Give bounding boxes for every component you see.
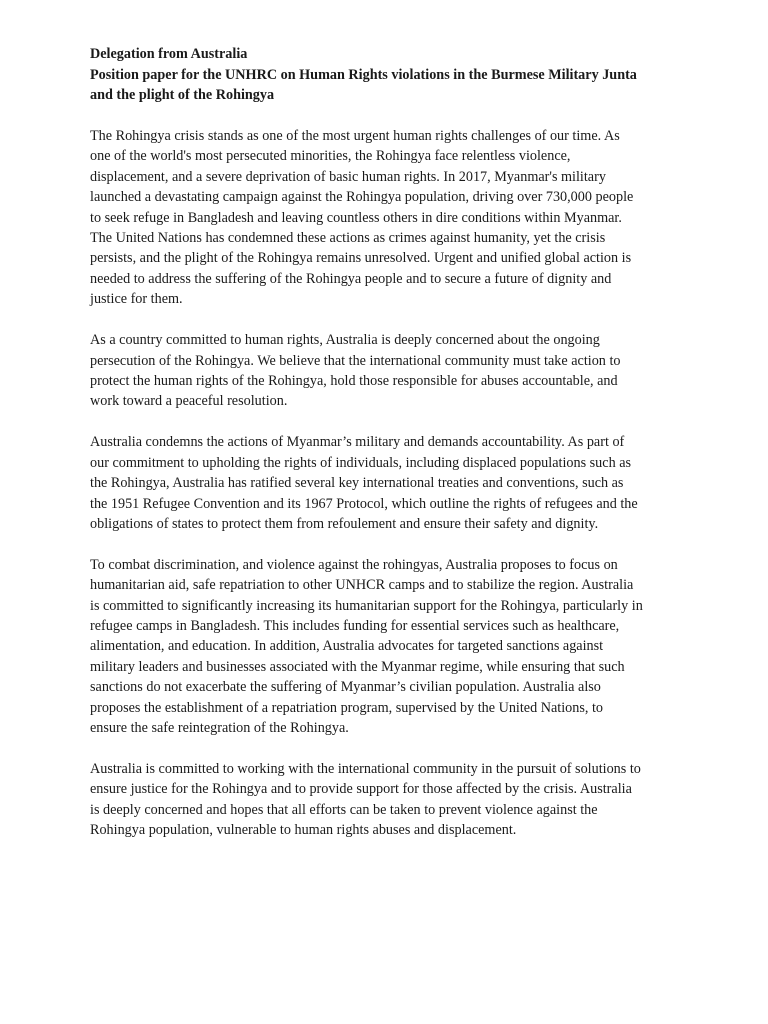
- paragraph-spacer: [90, 310, 690, 331]
- title-line: and the plight of the Rohingya: [90, 87, 275, 103]
- paragraph-line: launched a devastating campaign against the Rohingya population, driving over 730,000 people: [90, 189, 634, 206]
- paragraph-line: The United Nations has condemned these actions as crimes against humanity, yet the crisis: [90, 230, 606, 247]
- paragraph-line: is committed to significantly increasing its humanitarian support for the Rohingya, particularly in: [90, 597, 643, 614]
- paragraph-spacer: [90, 412, 690, 433]
- paragraph-line: our commitment to upholding the rights of individuals, including displaced populations such as: [90, 454, 632, 471]
- paragraph-line: persists, and the plight of the Rohingya remains unresolved. Urgent and unified global action is: [90, 250, 632, 267]
- paragraph-spacer: [90, 738, 690, 759]
- paragraph-line: displacement, and a severe deprivation of basic human rights. In 2017, Myanmar's military: [90, 168, 606, 185]
- paragraph-line: ensure the safe reintegration of the Rohingya.: [90, 720, 349, 737]
- paragraph-line: refugee camps in Bangladesh. This includes funding for essential services such as healthcare,: [90, 618, 620, 635]
- body-paragraph: [90, 330, 690, 412]
- paragraph-line: military leaders and businesses associated with the Myanmar regime, while ensuring that such: [90, 658, 625, 675]
- body-paragraph: [90, 555, 690, 739]
- title-line: Position paper for the UNHRC on Human Rights violations in the Burmese Military Junta: [90, 66, 637, 83]
- paragraph-line: needed to address the suffering of the Rohingya people and to secure a future of dignity and: [90, 270, 612, 287]
- paragraph-line: ensure justice for the Rohingya and to provide support for those affected by the crisis. Australia: [90, 781, 632, 798]
- paragraph-line: persecution of the Rohingya. We believe that the international community must take action to: [90, 352, 621, 369]
- paragraph-line: Rohingya population, vulnerable to human rights abuses and displacement.: [90, 822, 517, 839]
- paragraph-line: the 1951 Refugee Convention and its 1967 Protocol, which outline the rights of refugees and the: [90, 495, 638, 512]
- paragraph-line: is deeply concerned and hopes that all efforts can be taken to prevent violence against the: [90, 801, 598, 818]
- paragraph-line: justice for them.: [90, 291, 183, 308]
- paragraph-line: Australia condemns the actions of Myanmar’s military and demands accountability. As part of: [90, 434, 625, 451]
- body-paragraph: [90, 126, 690, 310]
- paragraph-line: the Rohingya, Australia has ratified several key international treaties and conventions, such as: [90, 475, 624, 492]
- delegation-heading: [90, 44, 690, 106]
- paragraph-line: to seek refuge in Bangladesh and leaving countless others in dire conditions within Myanmar.: [90, 209, 622, 226]
- paragraph-line: sanctions do not exacerbate the suffering of Myanmar’s civilian population. Australia also: [90, 679, 601, 696]
- paragraph-line: To combat discrimination, and violence against the rohingyas, Australia proposes to focus on: [90, 556, 618, 573]
- document-page: [90, 44, 690, 841]
- body-paragraphs: [90, 126, 690, 841]
- paragraph-spacer: [90, 534, 690, 555]
- paragraph-line: The Rohingya crisis stands as one of the most urgent human rights challenges of our time. As: [90, 128, 620, 144]
- paragraph-line: protect the human rights of the Rohingya, hold those responsible for abuses accountable, and: [90, 372, 618, 389]
- body-paragraph: [90, 759, 690, 841]
- paragraph-line: Australia is committed to working with the international community in the pursuit of solutions to: [90, 760, 641, 777]
- paragraph-line: humanitarian aid, safe repatriation to other UNHCR camps and to stabilize the region. Australia: [90, 577, 634, 594]
- paragraph-line: As a country committed to human rights, Australia is deeply concerned about the ongoing: [90, 332, 600, 349]
- paragraph-line: one of the world's most persecuted minorities, the Rohingya face relentless violence,: [90, 148, 571, 165]
- spacer: [90, 106, 690, 127]
- paragraph-line: alimentation, and education. In addition, Australia advocates for targeted sanctions against: [90, 638, 604, 655]
- delegation-line: Delegation from Australia: [90, 46, 248, 62]
- body-paragraph: [90, 432, 690, 534]
- paragraph-line: work toward a peaceful resolution.: [90, 393, 288, 410]
- paragraph-line: obligations of states to protect them from refoulement and ensure their safety and dignity.: [90, 515, 599, 532]
- paragraph-line: proposes the establishment of a repatriation program, supervised by the United Nations, to: [90, 699, 603, 716]
